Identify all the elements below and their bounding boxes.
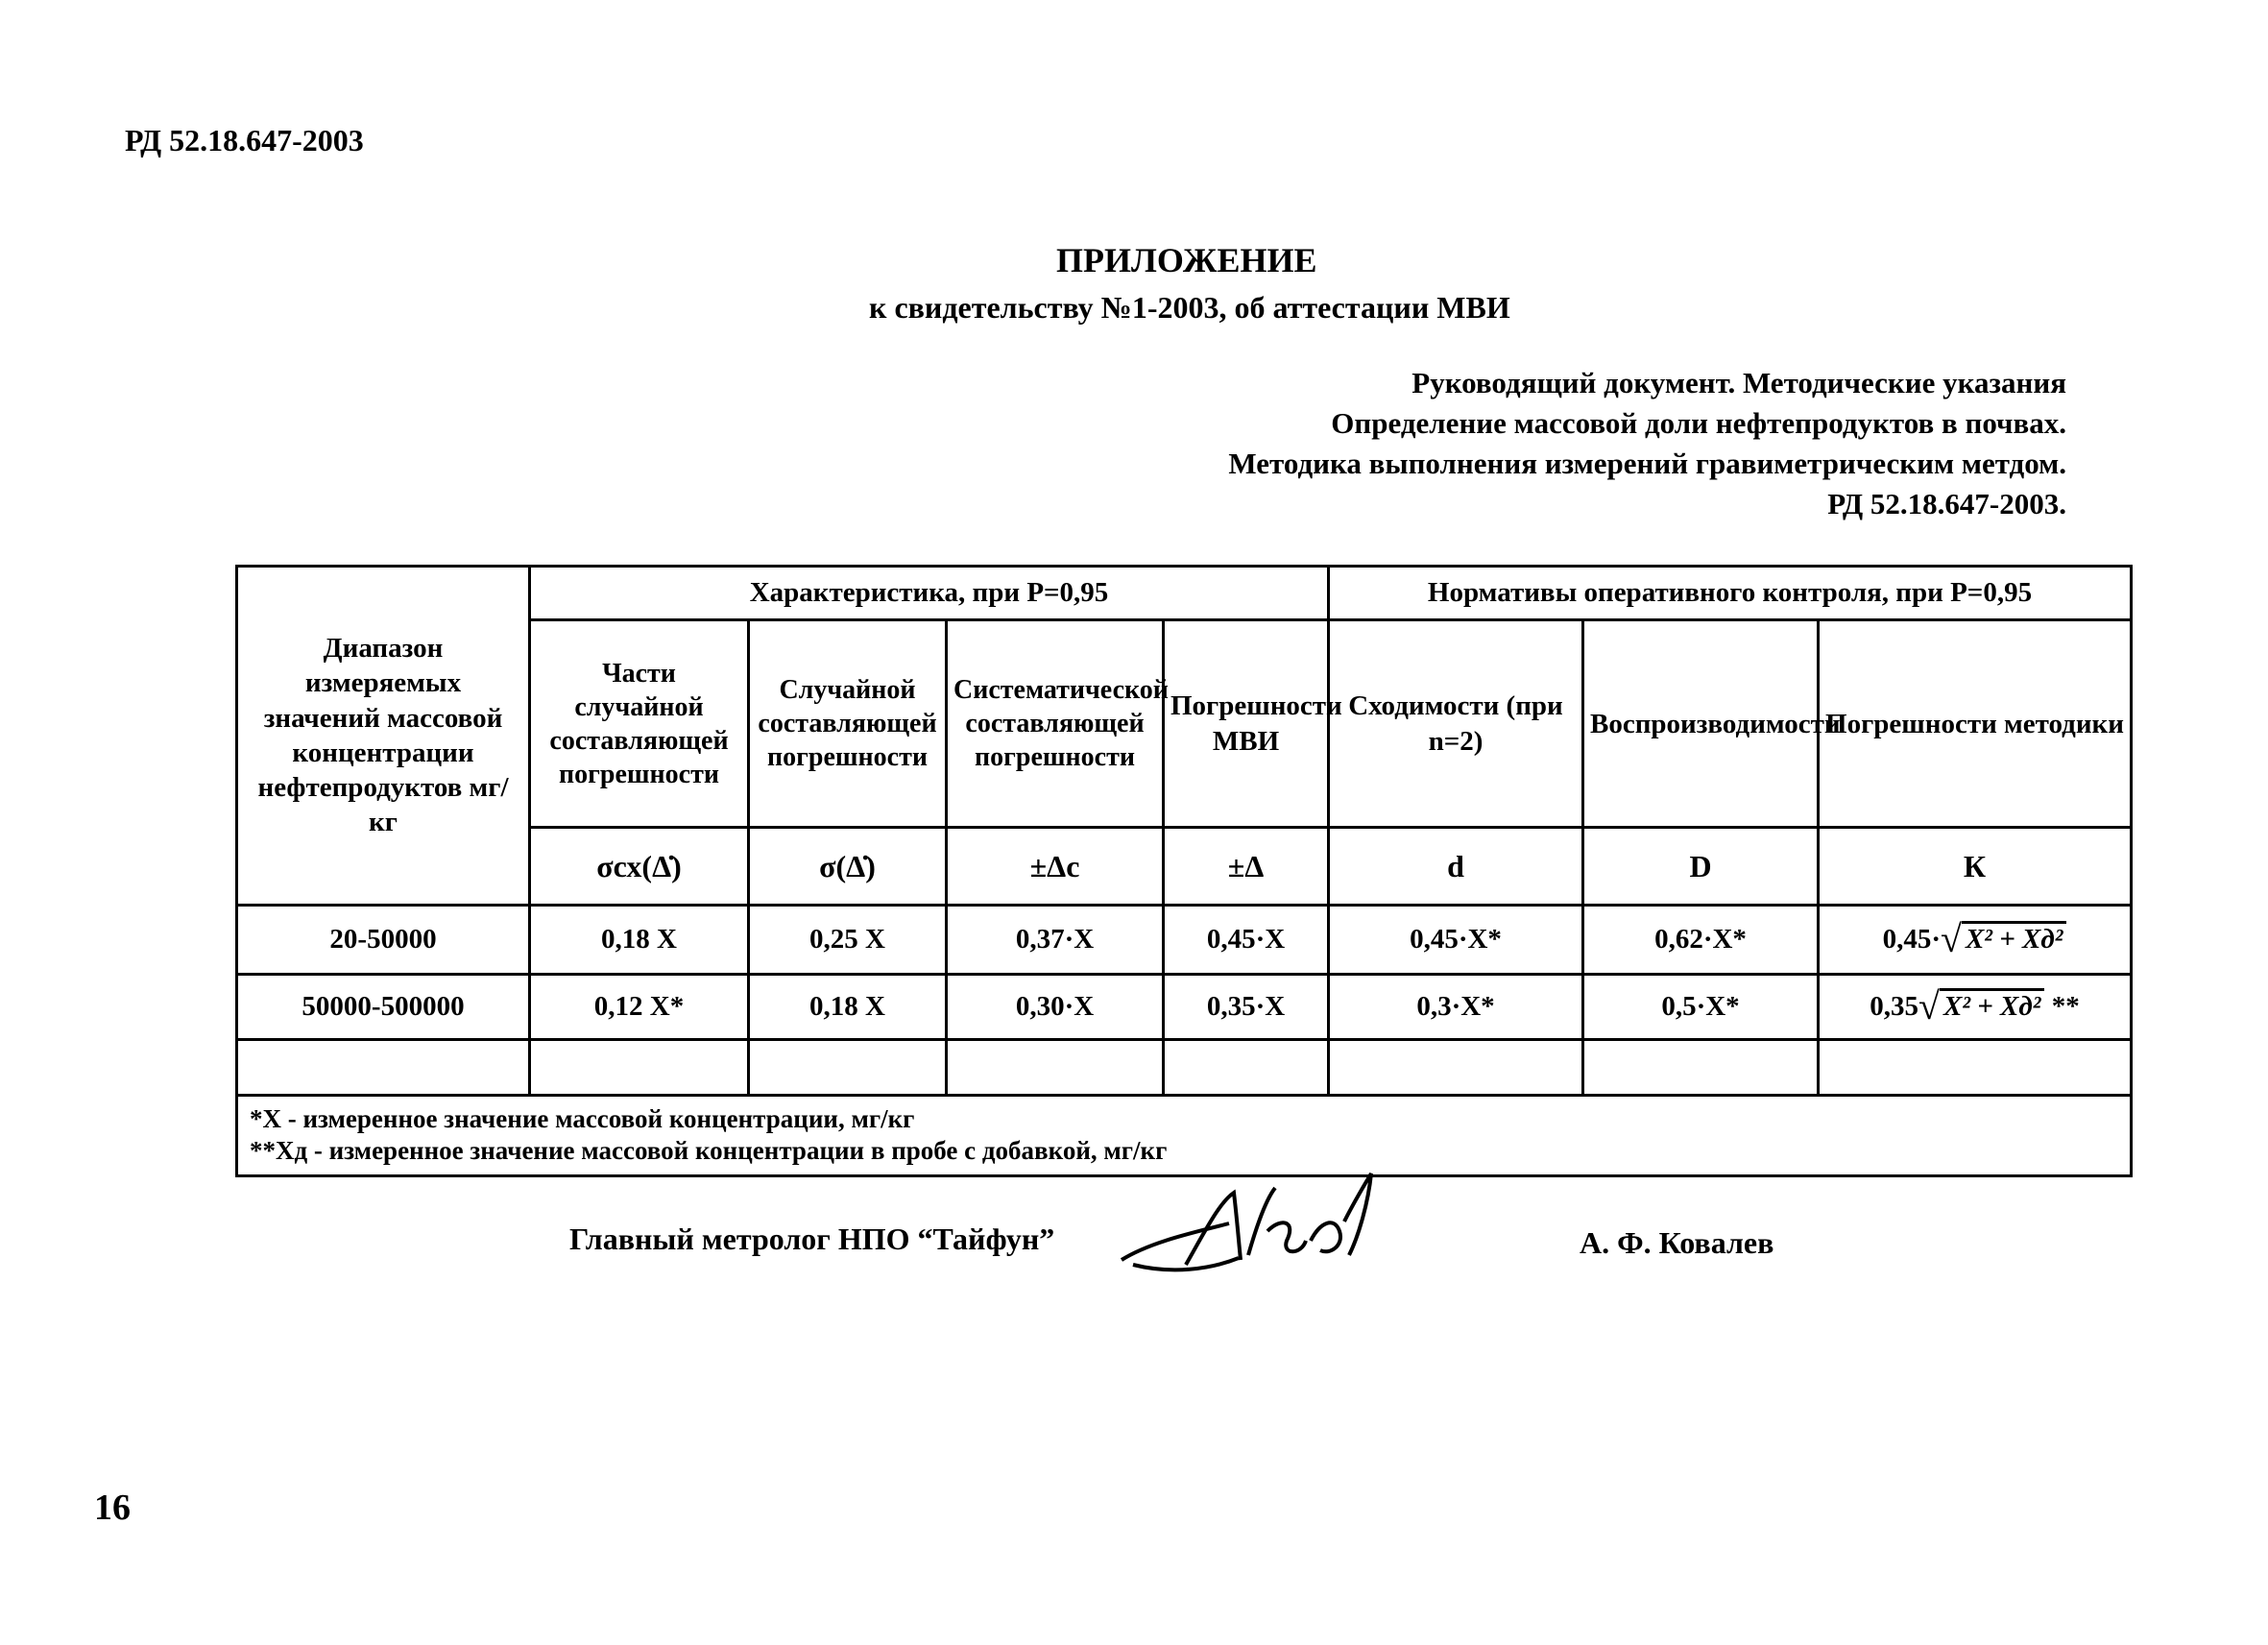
table-row	[237, 905, 2132, 974]
column-header: Погрешности методики	[1819, 620, 2132, 828]
table-cell: 0,12 X*	[530, 974, 749, 1039]
formula-tail: **	[2051, 991, 2080, 1023]
table-cell: 0,30·X	[947, 974, 1164, 1039]
range-cell: 20-50000	[237, 905, 530, 974]
sqrt-icon: √ X² + Xд²	[1918, 982, 2044, 1030]
signer-title: Главный метролог НПО “Тайфун”	[569, 1222, 1055, 1256]
column-symbol: σ(Δ̇)	[749, 828, 947, 905]
reference-line: Определение массовой доли нефтепродуктов в почвах.	[1331, 406, 2066, 440]
table-cell: 0,5·X*	[1583, 974, 1819, 1039]
reference-line: Руководящий документ. Методические указания	[1411, 366, 2066, 399]
column-symbol: К	[1819, 828, 2132, 905]
reference-line: Методика выполнения измерений гравиметрическим метдом.	[1228, 447, 2066, 480]
column-header: Сходимости (при n=2)	[1329, 620, 1583, 828]
table-cell: 0,25 X	[749, 905, 947, 974]
formula-expression: X² + Xд²	[1962, 921, 2067, 955]
column-header: Воспроизводимости	[1583, 620, 1819, 828]
table-cell: 0,45·X	[1164, 905, 1329, 974]
note-line: *Х - измеренное значение массовой концентрации, мг/кг	[250, 1103, 915, 1133]
range-cell: 50000-500000	[237, 974, 530, 1039]
column-symbol: d	[1329, 828, 1583, 905]
column-header: Случайной составляющей погрешности	[749, 620, 947, 828]
table-cell: 0,18 X	[749, 974, 947, 1039]
table-cell: 0,45·X*	[1329, 905, 1583, 974]
appendix-title: ПРИЛОЖЕНИЕ	[1056, 241, 1317, 279]
signer-name: А. Ф. Ковалев	[1580, 1225, 1774, 1260]
formula-cell	[1819, 905, 2132, 974]
empty-row	[237, 1039, 2132, 1095]
range-header: Диапазон измеряемых значений массовой концентрации нефтепродуктов мг/кг	[237, 567, 530, 906]
formula-expression: X² + Xд²	[1940, 988, 2045, 1022]
column-symbol: ±Δ	[1164, 828, 1329, 905]
group-header-control: Нормативы оперативного контроля, при Р=0,95	[1329, 567, 2132, 620]
table-row	[237, 974, 2132, 1039]
table-cell: 0,3·X*	[1329, 974, 1583, 1039]
table-cell: 0,35·X	[1164, 974, 1329, 1039]
table-cell: 0,18 X	[530, 905, 749, 974]
column-header: Систематической составляющей погрешности	[947, 620, 1164, 828]
formula-coefficient: 0,45·	[1882, 924, 1941, 956]
reference-line: РД 52.18.647-2003.	[1827, 487, 2066, 520]
formula-coefficient: 0,35	[1870, 991, 1919, 1023]
handwritten-signature	[1114, 1164, 1392, 1289]
sqrt-icon: √ X² + Xд²	[1941, 915, 2066, 963]
doc-code: РД 52.18.647-2003	[125, 123, 364, 157]
reference-block	[1228, 363, 2066, 524]
group-header-characteristics: Характеристика, при Р=0,95	[530, 567, 1329, 620]
formula-cell	[1819, 974, 2132, 1039]
column-symbol: ±Δс	[947, 828, 1164, 905]
column-symbol: σсх(Δ̇)	[530, 828, 749, 905]
column-header: Погрешности МВИ	[1164, 620, 1329, 828]
table-cell: 0,62·X*	[1583, 905, 1819, 974]
signature-row	[0, 1212, 2268, 1308]
characteristics-table	[235, 565, 2133, 1177]
page-number: 16	[94, 1488, 131, 1528]
column-header: Части случайной составляющей погрешности	[530, 620, 749, 828]
note-line: **Хд - измеренное значение массовой концентрации в пробе с добавкой, мг/кг	[250, 1136, 1168, 1166]
table-cell: 0,37·X	[947, 905, 1164, 974]
column-symbol: D	[1583, 828, 1819, 905]
appendix-subtitle: к свидетельству №1-2003, об аттестации МВИ	[869, 290, 1510, 325]
